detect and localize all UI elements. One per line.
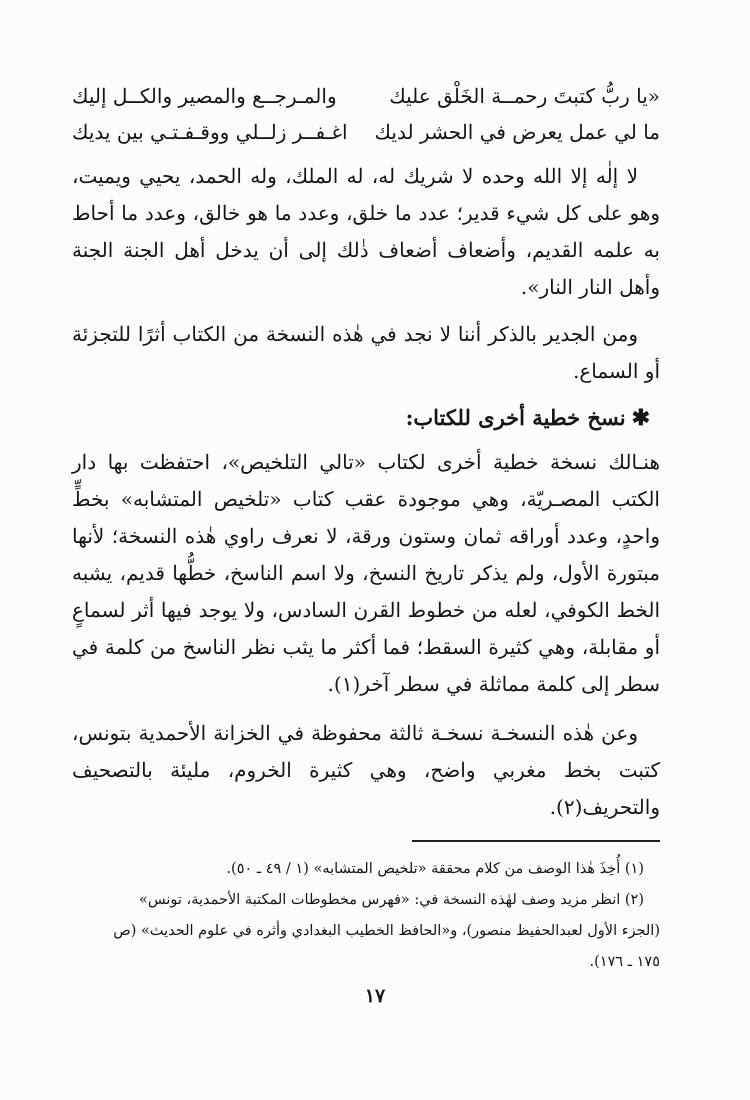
section-heading (72, 400, 660, 436)
paragraph-egyptian-manuscript: هنـالك نسخة خطية أخرى لكتاب «تالي التلخيص»، احتفظت بها دار الكتب المصـريّة، وهي موجودة عقب كتاب «تلخيص المتشابه» بخطٍّ واحدٍ، وعدد أوراقه ثمان وستون ورقة، لا نعرف راوي هٰذه النسخة؛ لأنها مبتورة الأول، ولم يذكر تاريخ النسخ، ولا اسم الناسخ، خطُّها قديم، يشبه الخط الكوفي، لعله من خطوط القرن السادس، ولا يوجد فيها أثر لسماعٍ أو مقابلة، وهي كثيرة السقط؛ فما أكثر ما يثب نظر الناسخ من كلمة في سطر إلى كلمة مماثلة في سطر آخر(١). (72, 450, 660, 696)
verse-2-first-hemistich: ما لي عمل يعرض في الحشر لديك (374, 120, 660, 144)
footnote-2-line-1: (٢) انظر مزيد وصف لهٰذه النسخة في: «فهرس مخطوطات المكتبة الأحمدية، تونس» (139, 892, 644, 908)
footnote-1: (١) أُخِذَ هٰذا الوصف من كلام محققة «تلخيص المتشابه» (١ / ٤٩ ـ ٥٠). (226, 861, 644, 877)
page-number: ١٧ (364, 985, 386, 1007)
verse-1-second-hemistich: والمـرجــع والمصير والكــل إليك (72, 84, 337, 108)
footnote-divider (412, 840, 660, 842)
verse-2-second-hemistich: اغـفــر زلــلي ووقـفـتـي بين يديك (72, 120, 348, 144)
footnote-2-line-3: ١٧٥ ـ ١٧٦). (589, 954, 660, 970)
footnote-2-line-2: (الجزء الأول لعبدالحفيظ منصور)، و«الحافظ الخطيب البغدادي وأثره في علوم الحديث» (ص (113, 923, 660, 939)
asterisk-icon: ✱ (631, 405, 650, 431)
paragraph-tunis-manuscript: وعن هٰذه النسخـة نسخـة ثالثة محفوظة في الخزانة الأحمدية بتونس، كتبت بخط مغربي واضح، وهي كثيرة الخروم، مليئة بالتصحيف والتحريف(٢). (72, 721, 660, 819)
poem-verse-1 (72, 78, 660, 114)
paragraph-no-segmentation: ومن الجدير بالذكر أننا لا نجد في هٰذه النسخة من الكتاب أثرًا للتجزئة أو السماع. (72, 322, 660, 383)
poem-verse-2 (72, 114, 660, 150)
verse-1-first-hemistich: «يا ربُّ كتبتَ رحمــة الخَلْق عليك (389, 84, 660, 108)
section-heading-text: نسخ خطية أخرى للكتاب: (405, 405, 626, 430)
paragraph-tahlil: لا إلٰه إلا الله وحده لا شريك له، له الملك، وله الحمد، يحيي ويميت، وهو على كل شيء قدير؛ عدد ما خلق، وعدد ما هو خالق، وعدد ما أحاط به علمه القديم، وأضعاف أضعاف ذٰلك إلى أن يدخل أهل الجنة الجنة وأهل النار النار». (72, 164, 660, 299)
